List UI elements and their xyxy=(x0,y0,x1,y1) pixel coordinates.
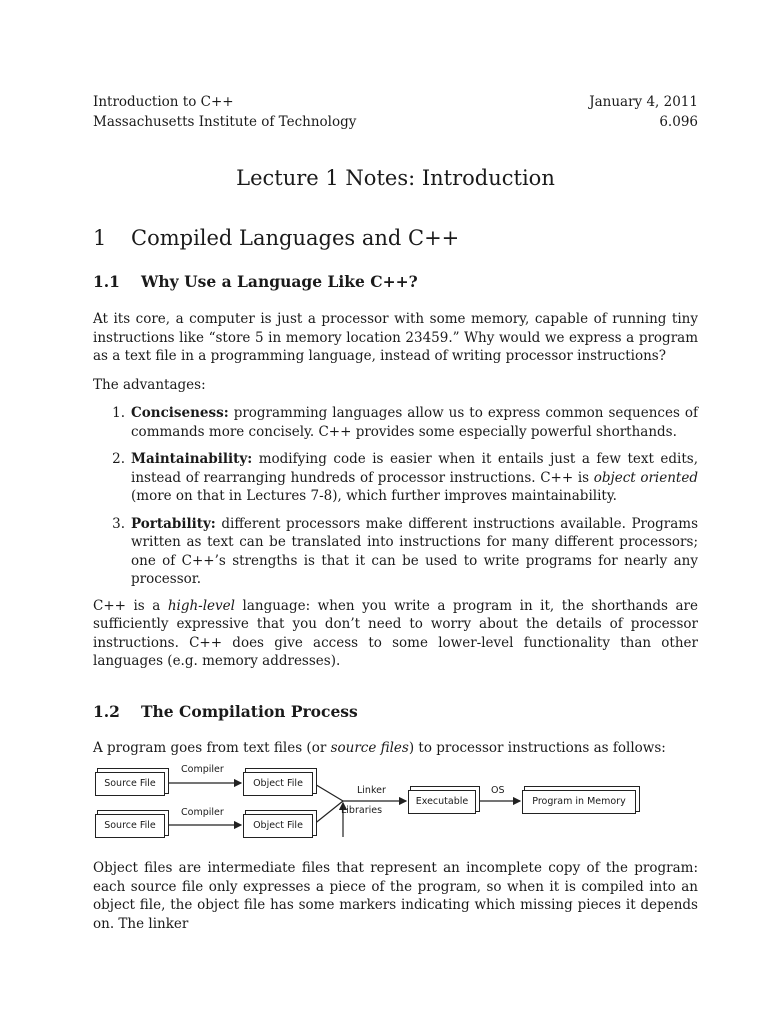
paragraph-object-files: Object files are intermediate files that represent an incomplete copy of the program: each source file only expresses a piece of the program, so when it is compiled into an object file, the object file has some markers indicating which missing pieces it depends on. The linker xyxy=(93,860,698,932)
libraries-label: Libraries xyxy=(341,805,383,816)
emphasis: high-level xyxy=(167,597,235,614)
section-title: Compiled Languages and C++ xyxy=(131,226,460,250)
paragraph-intro: At its core, a computer is just a processor with some memory, capable of running tiny instructions like “store 5 in memory location 23459.” Why would we express a program as a text file in a programming language, instead of writing processor instructions? xyxy=(93,311,698,364)
list-body xyxy=(131,404,698,441)
course-number: 6.096 xyxy=(659,114,698,130)
list-term: Conciseness: xyxy=(131,405,229,421)
date: January 4, 2011 xyxy=(589,94,698,110)
emphasis: source files xyxy=(330,739,409,756)
paragraph-high-level xyxy=(93,597,698,671)
subsection-title: Why Use a Language Like C++? xyxy=(141,272,418,291)
object-file-box: Object File xyxy=(243,814,313,838)
object-file-box: Object File xyxy=(243,772,313,796)
source-file-box: Source File xyxy=(95,814,165,838)
header-left xyxy=(93,92,356,132)
list-term: Portability: xyxy=(131,515,216,532)
compiler-label: Compiler xyxy=(181,764,224,775)
list-body xyxy=(131,450,698,506)
section-number: 1 xyxy=(93,226,107,250)
advantages-list xyxy=(93,404,698,589)
institution: Massachusetts Institute of Technology xyxy=(93,114,357,130)
list-body xyxy=(131,515,698,589)
course-name: Introduction to C++ xyxy=(93,94,234,110)
subsection-heading-1 xyxy=(93,272,698,291)
running-header xyxy=(93,92,698,132)
subsection-number: 1.2 xyxy=(93,701,120,721)
list-text: programming languages allow us to express common sequences of commands more concisely. C++ provides some especially powerful shorthands. xyxy=(131,405,698,440)
list-text-tail: (more on that in Lectures 7-8), which further improves maintainability. xyxy=(131,488,617,504)
source-file-box: Source File xyxy=(95,772,165,796)
section-heading xyxy=(93,226,698,250)
os-label: OS xyxy=(491,785,505,796)
list-item xyxy=(93,404,698,441)
text: language: when you write a program in it, the shorthands are sufficiently expressive that you don’t need to worry about the details of processor instructions. C++ does give access to some lower-level functionality than other languages (e.g. memory addresses). xyxy=(93,597,699,669)
executable-box: Executable xyxy=(408,790,476,814)
paragraph-compilation xyxy=(93,739,698,758)
list-term: Maintainability: xyxy=(131,451,253,467)
list-number: 3. xyxy=(112,515,125,532)
subsection-number: 1.1 xyxy=(93,272,120,291)
subsection-title: The Compilation Process xyxy=(141,701,358,721)
compiler-label: Compiler xyxy=(181,807,224,818)
paragraph-advantages: The advantages: xyxy=(93,376,206,393)
page-title: Lecture 1 Notes: Introduction xyxy=(236,166,555,190)
text: ) to processor instructions as follows: xyxy=(408,739,666,756)
program-in-memory-box: Program in Memory xyxy=(522,790,636,814)
compilation-diagram xyxy=(95,764,655,847)
linker-label: Linker xyxy=(357,785,386,796)
list-number: 2. xyxy=(112,451,125,467)
subsection-heading-2 xyxy=(93,702,698,721)
document-page xyxy=(93,92,698,933)
list-text: modifying code is easier when it entails just a few text edits, instead of rearranging hundreds of processor instructions. C++ is xyxy=(131,451,698,486)
list-item xyxy=(93,450,698,506)
list-item xyxy=(93,515,698,589)
list-number: 1. xyxy=(112,405,125,421)
text: C++ is a xyxy=(93,597,168,614)
list-emphasis: object oriented xyxy=(593,469,698,486)
text: A program goes from text files (or xyxy=(93,739,331,756)
list-text: different processors make different instructions available. Programs written as text can be translated into instructions for many different processors; one of C++’s strengths is that it can be used to write programs for nearly any processor. xyxy=(131,515,698,587)
header-right xyxy=(589,92,698,132)
